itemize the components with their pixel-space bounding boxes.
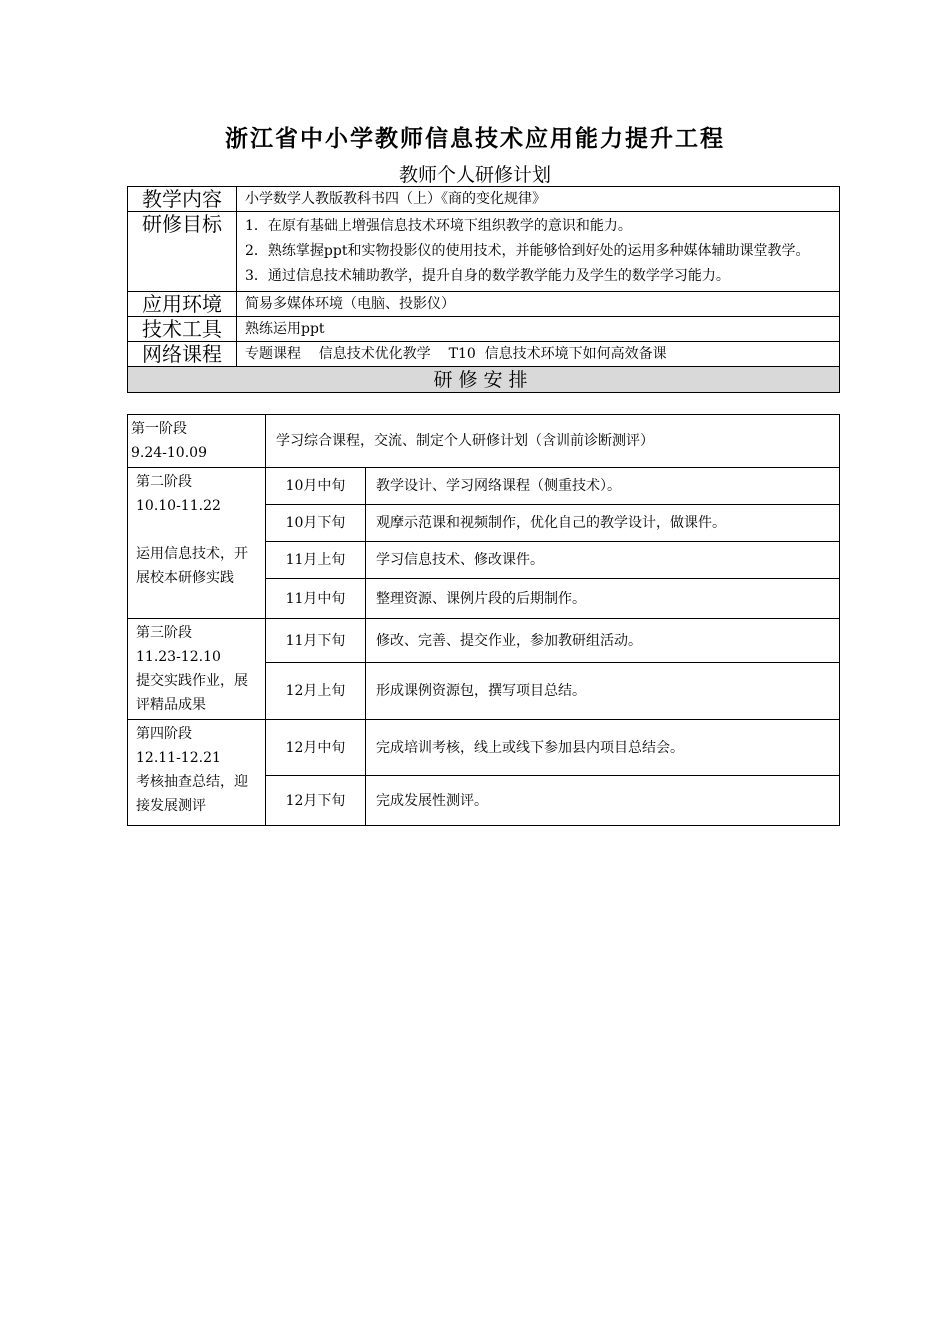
stage1-cell (128, 415, 266, 468)
tool-row (128, 317, 840, 342)
stage4-name: 第四阶段 (136, 726, 192, 742)
goal-row (128, 212, 840, 292)
goal-label: 研修目标 (128, 212, 237, 292)
content-label: 教学内容 (128, 187, 237, 212)
stage2-dates: 10.10-11.22 (136, 498, 221, 514)
stage2-month-4: 11月中旬 (266, 579, 366, 619)
stage2-row-1 (128, 468, 840, 505)
stage1-row (128, 415, 840, 468)
stage1-name: 第一阶段 (131, 421, 187, 437)
stage4-row-1 (128, 720, 840, 776)
stage3-cell (128, 619, 266, 720)
env-value: 简易多媒体环境（电脑、投影仪） (237, 292, 840, 317)
schedule-header-row (128, 367, 840, 393)
content-row (128, 187, 840, 212)
stage2-month-2: 10月下旬 (266, 505, 366, 542)
course-label: 网络课程 (128, 342, 237, 367)
stage2-name: 第二阶段 (136, 474, 192, 490)
stage4-task-2: 完成发展性测评。 (366, 776, 840, 826)
stage3-desc: 提交实践作业，展评精品成果 (136, 673, 248, 713)
stage2-desc: 运用信息技术，开展校本研修实践 (136, 546, 248, 586)
content-value: 小学数学人教版教科书四（上）《商的变化规律》 (237, 187, 840, 212)
tool-value: 熟练运用ppt (237, 317, 840, 342)
course-value: 专题课程 信息技术优化教学 T10 信息技术环境下如何高效备课 (237, 342, 840, 367)
env-label: 应用环境 (128, 292, 237, 317)
stage3-dates: 11.23-12.10 (136, 649, 221, 665)
document-subtitle: 教师个人研修计划 (398, 164, 551, 186)
env-row (128, 292, 840, 317)
goals-cell (237, 212, 840, 292)
goal-item-3: 3．通过信息技术辅助教学，提升自身的数学教学能力及学生的数学学习能力。 (245, 268, 730, 284)
stage4-month-2: 12月下旬 (266, 776, 366, 826)
stage3-task-1: 修改、完善、提交作业，参加教研组活动。 (366, 619, 840, 663)
course-row (128, 342, 840, 367)
stage4-dates: 12.11-12.21 (136, 750, 221, 766)
schedule-header: 研修安排 (128, 367, 840, 393)
stage1-dates: 9.24-10.09 (131, 445, 207, 461)
stage3-row-1 (128, 619, 840, 663)
stage2-month-1: 10月中旬 (266, 468, 366, 505)
stage2-month-3: 11月上旬 (266, 542, 366, 579)
stage3-month-2: 12月上旬 (266, 663, 366, 720)
stage4-desc: 考核抽查总结，迎接发展测评 (136, 774, 248, 814)
stage4-task-1: 完成培训考核，线上或线下参加县内项目总结会。 (366, 720, 840, 776)
document-title: 浙江省中小学教师信息技术应用能力提升工程 (225, 125, 725, 152)
stage2-task-4: 整理资源、课例片段的后期制作。 (366, 579, 840, 619)
stage2-task-2: 观摩示范课和视频制作，优化自己的教学设计，做课件。 (366, 505, 840, 542)
stage2-task-1: 教学设计、学习网络课程（侧重技术）。 (366, 468, 840, 505)
schedule-table (127, 414, 840, 826)
stage3-month-1: 11月下旬 (266, 619, 366, 663)
goal-item-2: 2．熟练掌握ppt和实物投影仪的使用技术，并能够恰到好处的运用多种媒体辅助课堂教学。 (245, 243, 810, 259)
info-table (127, 186, 840, 393)
stage3-name: 第三阶段 (136, 625, 192, 641)
stage4-month-1: 12月中旬 (266, 720, 366, 776)
stage3-task-2: 形成课例资源包，撰写项目总结。 (366, 663, 840, 720)
goal-item-1: 1．在原有基础上增强信息技术环境下组织教学的意识和能力。 (245, 218, 632, 234)
stage2-cell (128, 468, 266, 619)
tool-label: 技术工具 (128, 317, 237, 342)
stage2-task-3: 学习信息技术、修改课件。 (366, 542, 840, 579)
stage4-cell (128, 720, 266, 826)
stage1-task: 学习综合课程，交流、制定个人研修计划（含训前诊断测评） (266, 415, 840, 468)
